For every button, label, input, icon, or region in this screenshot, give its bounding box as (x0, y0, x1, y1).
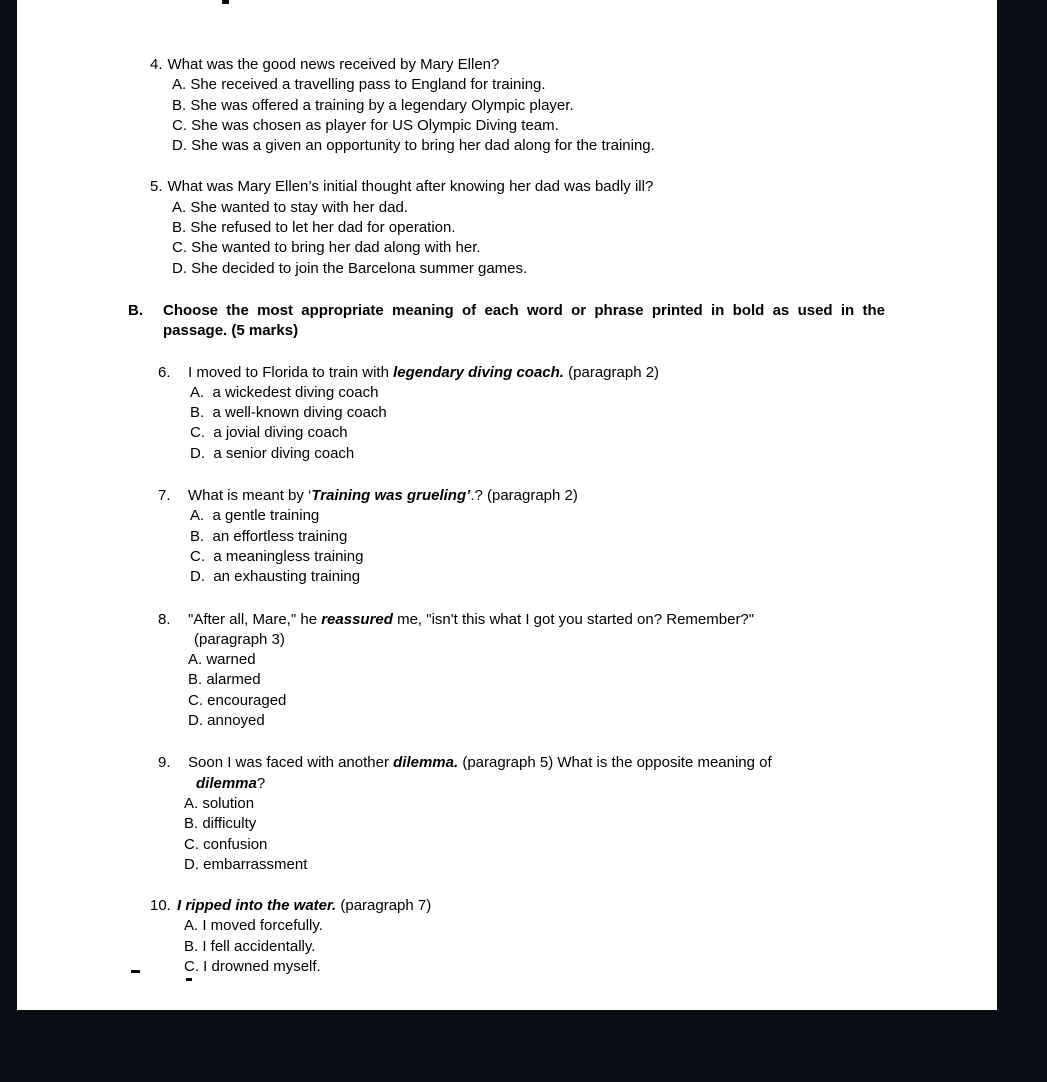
answer-option: A. She wanted to stay with her dad. (172, 198, 408, 216)
answer-option: B. an effortless training (190, 527, 348, 545)
question-stem (158, 753, 997, 773)
question-stem (158, 610, 997, 630)
answer-option: A. a gentle training (190, 507, 320, 525)
answer-option: C. confusion (184, 835, 268, 853)
answer-option: C. a meaningless training (190, 547, 364, 565)
stem-segment: ? (256, 774, 266, 792)
stem-segment: I moved to Florida to train with (188, 363, 394, 381)
question-number: 9. (158, 754, 171, 772)
answer-option: D. embarrassment (184, 855, 308, 873)
stem-bold-segment: dilemma (196, 774, 257, 792)
answer-option: D. She decided to join the Barcelona summer games. (172, 259, 528, 277)
stem-bold-segment: legendary diving coach. (393, 363, 564, 381)
answer-option: B. difficulty (184, 815, 257, 833)
answer-option: C. a jovial diving coach (190, 424, 348, 442)
answer-option: A. She received a travelling pass to England for training. (172, 76, 546, 94)
section-instruction: Choose the most appropriate meaning of each word or phrase printed in bold as used in the passage. (5 marks) (163, 301, 885, 340)
question-number: 10. (150, 897, 171, 915)
answer-option: B. alarmed (188, 671, 261, 689)
answer-option: C. I drowned myself. (184, 957, 321, 975)
question-number: 7. (158, 487, 171, 505)
question-number: 6. (158, 363, 171, 381)
answer-option: B. She refused to let her dad for operation. (172, 219, 456, 237)
section-label: B. (128, 301, 143, 319)
cutoff-text-fragment (222, 0, 229, 4)
answer-option: C. She wanted to bring her dad along with her. (172, 239, 481, 257)
question-stem (158, 486, 997, 506)
stem-segment: (paragraph 5) What is the opposite meaning of (458, 754, 772, 772)
question-number: 8. (158, 610, 171, 628)
question-5 (17, 177, 997, 278)
answer-option: B. a well-known diving coach (190, 404, 387, 422)
answer-option: D. She was a given an opportunity to bring her dad along for the training. (172, 137, 655, 155)
answer-option: D. annoyed (188, 712, 265, 730)
exam-page (17, 0, 997, 1010)
stem-segment: Soon I was faced with another (188, 754, 394, 772)
cutoff-text-fragment (131, 970, 140, 973)
exam-content (17, 0, 997, 977)
question-stem-text: What was Mary Ellen’s initial thought after knowing her dad was badly ill? (167, 178, 654, 196)
answer-option: C. She was chosen as player for US Olympic Diving team. (172, 116, 559, 134)
answer-option: D. a senior diving coach (190, 444, 355, 462)
answer-option: A. solution (184, 794, 255, 812)
question-stem-continuation (196, 774, 997, 794)
question-stem-continuation: (paragraph 3) (194, 630, 285, 648)
question-stem (150, 177, 997, 197)
answer-option: B. She was offered a training by a legendary Olympic player. (172, 96, 574, 114)
cutoff-text-fragment (186, 978, 192, 981)
stem-bold-segment: Training was grueling’ (311, 487, 471, 505)
question-7 (17, 486, 997, 587)
question-stem (150, 55, 997, 75)
question-10 (17, 896, 997, 977)
stem-segment: me, "isn't this what I got you started on? Remember?" (392, 610, 755, 628)
question-stem (158, 363, 997, 383)
question-8 (17, 610, 997, 732)
stem-bold-segment: reassured (321, 610, 393, 628)
question-number: 5. (150, 178, 163, 196)
stem-segment: "After all, Mare," he (188, 610, 322, 628)
stem-bold-segment: I ripped into the water. (177, 897, 337, 915)
stem-segment: (paragraph 7) (336, 897, 432, 915)
question-6 (17, 363, 997, 464)
answer-option: A. warned (188, 651, 256, 669)
section-b-heading (128, 301, 997, 342)
stem-segment: .? (paragraph 2) (470, 487, 578, 505)
question-number: 4. (150, 56, 163, 73)
answer-option: A. a wickedest diving coach (190, 383, 379, 401)
answer-option: B. I fell accidentally. (184, 937, 316, 955)
stem-segment: What is meant by ‘ (188, 487, 312, 505)
answer-option: C. encouraged (188, 691, 287, 709)
question-9 (17, 753, 997, 875)
answer-option: D. an exhausting training (190, 568, 361, 586)
answer-option: A. I moved forcefully. (184, 917, 323, 935)
question-4 (17, 55, 997, 156)
question-stem-text: What was the good news received by Mary Ellen? (167, 56, 500, 73)
stem-bold-segment: dilemma. (393, 754, 459, 772)
stem-segment: (paragraph 2) (563, 363, 660, 381)
question-stem (150, 896, 997, 916)
